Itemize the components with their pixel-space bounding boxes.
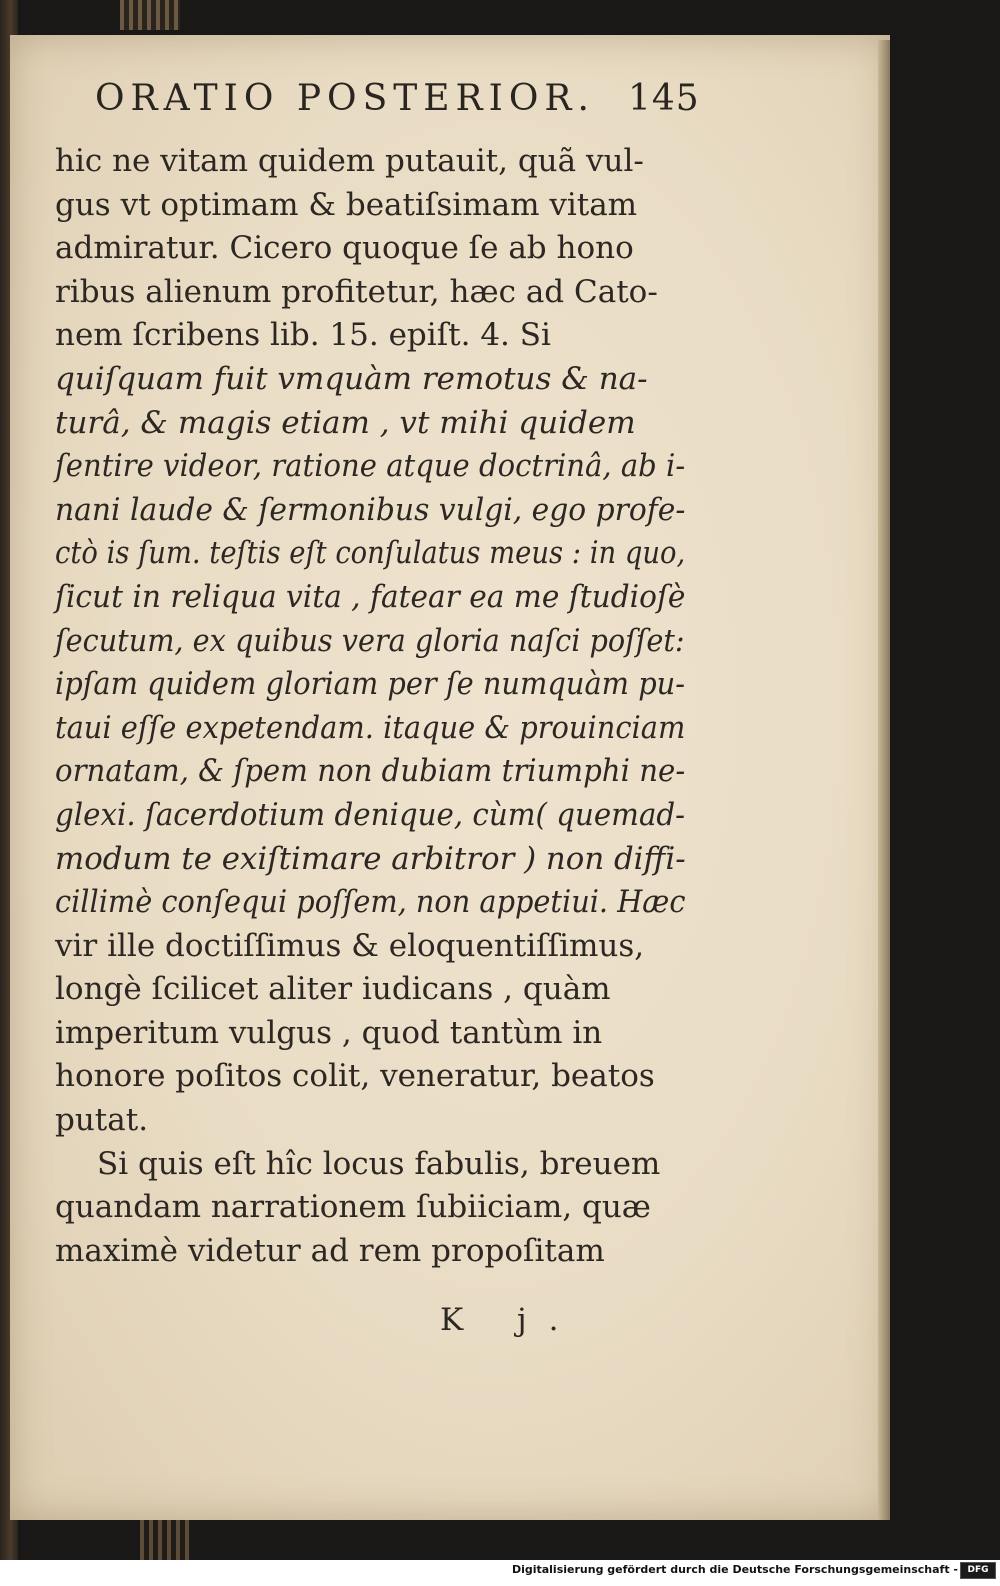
text-line: longè ſcilicet aliter iudicans , quàm <box>55 971 611 1008</box>
page-number: 145 <box>628 78 700 119</box>
text-line: honore poſitos colit, veneratur, beatos <box>55 1058 655 1095</box>
text-line: glexi. ſacerdotium denique, cùm( quemad- <box>55 796 686 833</box>
text-line: putat. <box>55 1102 149 1139</box>
text-line: admiratur. Cicero quoque ſe ab hono <box>55 230 634 267</box>
binding-thread-bottom <box>140 1518 190 1560</box>
running-header <box>95 78 700 128</box>
text-line: quandam narrationem ſubiiciam, quæ <box>55 1189 651 1226</box>
text-line: ſicut in reliqua vita , fatear ea me ſtudioſè <box>55 578 686 615</box>
text-line: quiſquam fuit vmquàm remotus & na- <box>55 360 648 397</box>
text-line: modum te exiſtimare arbitror ) non diffi- <box>55 840 686 877</box>
text-line: cillimè conſequi poſſem, non appetiui. Hæc <box>55 884 686 921</box>
text-line: ſentire videor, ratione atque doctrinâ, ab i- <box>55 448 686 485</box>
dfg-logo: DFG <box>960 1562 996 1579</box>
binding-thread-top <box>120 0 180 30</box>
page-edge <box>878 40 890 1520</box>
text-line: Si quis eſt hîc locus fabulis, breuem <box>97 1145 661 1182</box>
text-line: nani laude & ſermonibus vulgi, ego profe- <box>55 491 686 528</box>
text-line: gus vt optimam & beatiſsimam vitam <box>55 186 638 223</box>
body-text <box>55 140 685 1273</box>
digitization-credit: Digitalisierung gefördert durch die Deutsche Forschungsgemeinschaft - <box>511 1563 958 1576</box>
text-line: turâ, & magis etiam , vt mihi quidem <box>55 404 636 441</box>
text-line: vir ille doctiſſimus & eloquentiſſimus, <box>55 927 645 964</box>
text-line: ipſam quidem gloriam per ſe numquàm pu- <box>55 666 686 703</box>
text-line: ctò is ſum. teſtis eſt conſulatus meus : in quo, <box>55 535 686 572</box>
signature-mark: K j. <box>440 1302 581 1338</box>
text-line: nem ſcribens lib. 15. epiſt. 4. Si <box>55 317 551 354</box>
text-line: taui eſſe expetendam. itaque & prouinciam <box>55 709 686 746</box>
text-line: ribus alienum profitetur, hæc ad Cato- <box>55 273 658 310</box>
text-line: imperitum vulgus , quod tantùm in <box>55 1014 603 1051</box>
text-line: hic ne vitam quidem putauit, quã vul- <box>55 143 644 179</box>
running-title: ORATIO POSTERIOR. <box>95 78 595 119</box>
text-line: ornatam, & ſpem non dubiam triumphi ne- <box>55 753 686 790</box>
text-line: ſecutum, ex quibus vera gloria naſci poſſet: <box>55 622 685 659</box>
text-line: maximè videtur ad rem propoſitam <box>55 1232 605 1269</box>
